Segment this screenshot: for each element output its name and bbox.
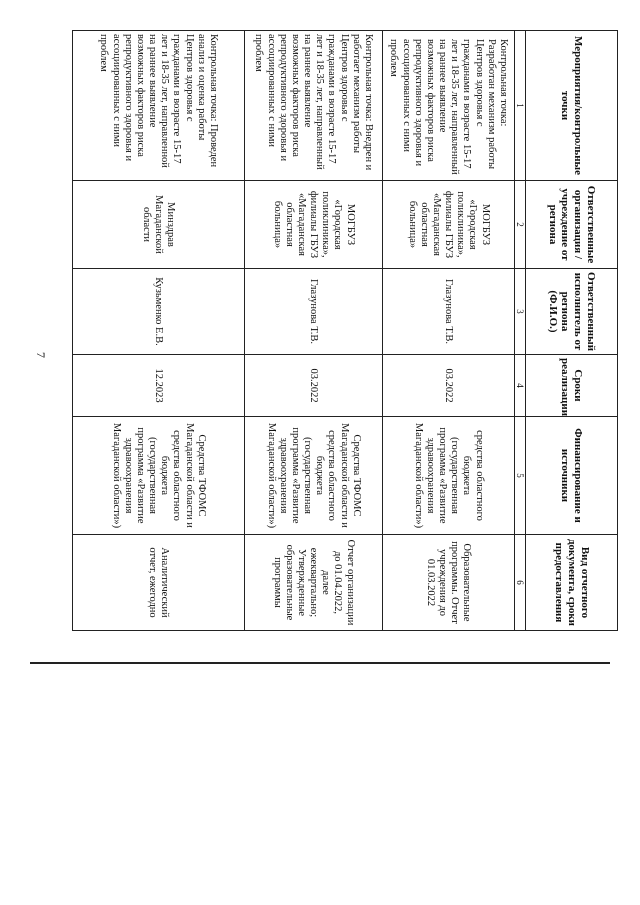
deadline-cell: 12.2023	[72, 355, 244, 417]
deadline-cell: 03.2022	[382, 355, 514, 417]
column-number: 5	[514, 417, 525, 535]
table-row	[382, 31, 514, 631]
header-report: Вид отчетного документа, сроки предоставления	[526, 535, 618, 631]
report-cell: Аналитический отчет, ежегодно	[72, 535, 244, 631]
header-executor: Ответственный исполнитель от региона (Ф.И.О.)	[526, 269, 618, 355]
header-deadline: Сроки реализации	[526, 355, 618, 417]
report-cell: Образовательные программы. Отчет учреждения до 01.03.2022	[382, 535, 514, 631]
column-number: 3	[514, 269, 525, 355]
column-number: 2	[514, 181, 525, 269]
plan-table	[72, 30, 618, 631]
executor-cell: Глазунова Т.В.	[382, 269, 514, 355]
header-row	[526, 31, 618, 631]
column-number: 6	[514, 535, 525, 631]
rotated-table-wrapper	[72, 30, 618, 630]
report-cell: Отчет организации до 01.04.2022, далее ежеквартально; Утвержденные образовательные программы	[244, 535, 382, 631]
funding-cell: Средства ТФОМС Магаданской области и средства областного бюджета (государственная программа «Развитие здравоохранения Магаданской области»)	[72, 417, 244, 535]
organization-cell: Минздрав Магаданской области	[72, 181, 244, 269]
table-row	[72, 31, 244, 631]
table-row	[244, 31, 382, 631]
funding-cell: средства областного бюджета (государственная программа «Развитие здравоохранения Магаданской области»)	[382, 417, 514, 535]
event-cell: Контрольная точка: Проведен анализ и оценка работы Центров здоровья с гражданами в возрасте 15-17 лет и 18-35 лет, направленной на раннее выявление возможных факторов риска репродуктивного здоровья и ассоциированных с ними проблем	[72, 31, 244, 181]
header-events: Мероприятия/контрольные точки	[526, 31, 618, 181]
column-number-row	[514, 31, 525, 631]
horizontal-rule	[30, 662, 610, 664]
deadline-cell: 03.2022	[244, 355, 382, 417]
header-organization: Ответственные организация / учреждение от региона	[526, 181, 618, 269]
header-funding: Финансирование и источники	[526, 417, 618, 535]
funding-cell: Средства ТФОМС Магаданской области и средства областного бюджета (государственная программа «Развитие здравоохранения Магаданской области»)	[244, 417, 382, 535]
event-cell: Контрольная точка: Внедрен и работает механизм работы Центров здоровья с гражданами в возрасте 15-17 лет и 18-35 лет, направленный на раннее выявление возможных факторов риска репродуктивного здоровья и ассоциированных с ними проблем	[244, 31, 382, 181]
event-cell: Контрольная точка: Разработан механизм работы Центров здоровья с гражданами в возрасте 15-17 лет и 18-35 лет, направленный на раннее выявление возможных факторов риска репродуктивного здоровья и ассоциированных с ними проблем	[382, 31, 514, 181]
page-number: 7	[34, 352, 48, 358]
executor-cell: Кузьменко Е.В.	[72, 269, 244, 355]
executor-cell: Глазунова Т.В.	[244, 269, 382, 355]
column-number: 4	[514, 355, 525, 417]
column-number: 1	[514, 31, 525, 181]
organization-cell: МОГБУЗ «Городская поликлиника», филиалы ГБУЗ «Магаданская областная больница»	[382, 181, 514, 269]
organization-cell: МОГБУЗ «Городская поликлиника», филиалы ГБУЗ «Магаданская областная больница»	[244, 181, 382, 269]
